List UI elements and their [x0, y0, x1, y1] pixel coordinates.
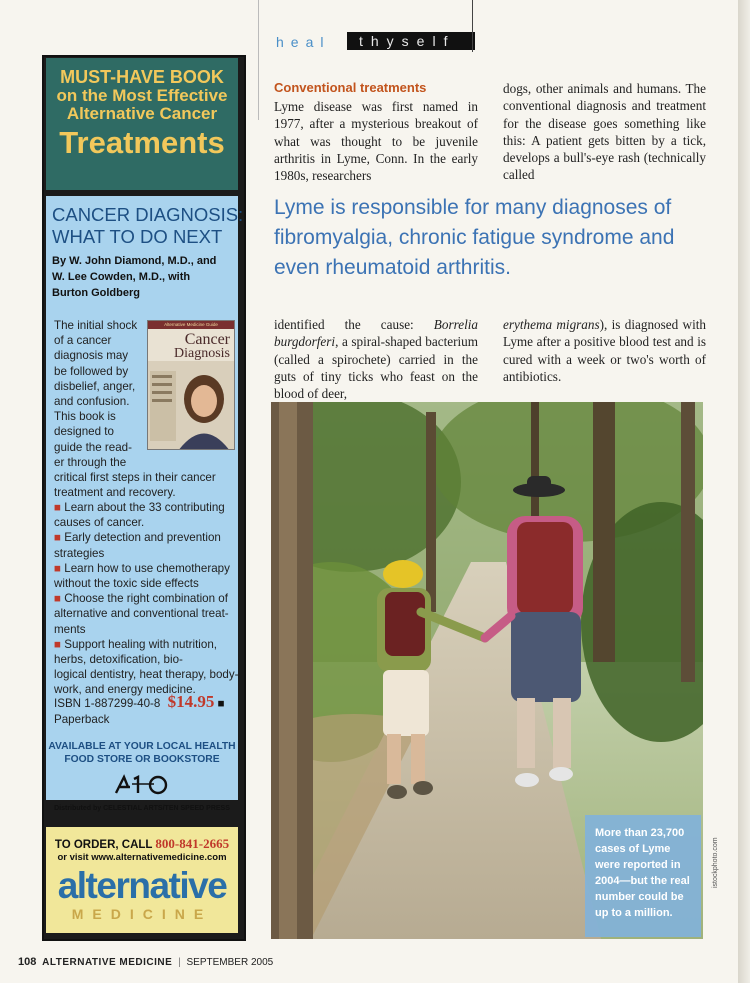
- feature-text: Early detection and prevention: [64, 531, 221, 545]
- article-column-2-bottom: [503, 316, 706, 385]
- feature-text: strategies: [54, 546, 105, 560]
- feature-item: [54, 530, 240, 560]
- article-column-1-bottom: [274, 316, 478, 402]
- ad-headline-line: MUST-HAVE BOOK: [60, 67, 224, 87]
- column-rule: [258, 0, 259, 120]
- species-name: Borrelia burgdorferi: [274, 317, 478, 350]
- feature-text: Learn about the 33 contributing: [64, 501, 225, 514]
- pull-quote: Lyme is responsible for many diagnoses of fibromyalgia, chronic fatigue syndrome and even rheumatoid arthritis.: [274, 196, 675, 279]
- intro-line: be followed by: [54, 364, 129, 378]
- book-title: [52, 204, 243, 248]
- author-line: Burton Goldberg: [52, 287, 140, 299]
- intro-line: This book is: [54, 410, 116, 424]
- feature-text: Choose the right combination of: [64, 592, 228, 606]
- feature-text: ments: [54, 622, 86, 636]
- order-phone[interactable]: 800-841-2665: [155, 836, 230, 851]
- feature-list: [54, 500, 240, 698]
- article-subhead: Conventional treatments: [274, 80, 427, 95]
- bullet-icon: ■: [54, 592, 62, 606]
- bullet-icon: ■: [54, 637, 62, 651]
- cover-series: Alternative Medicine Guide: [148, 321, 234, 329]
- feature-item: [54, 637, 240, 698]
- ad-headline-line: on the Most Effective: [56, 85, 228, 105]
- order-line: [46, 836, 238, 852]
- page-footer: [18, 956, 273, 968]
- intro-line: diagnosis may: [54, 349, 129, 363]
- intro-line: The initial shock: [54, 319, 138, 332]
- intro-line: disbelief, anger,: [54, 379, 136, 393]
- book-title-line: CANCER DIAGNOSIS:: [52, 204, 244, 225]
- cover-title: Diagnosis: [174, 346, 230, 361]
- term-name: erythema migrans: [503, 317, 600, 332]
- section-word-thyself: thyself: [347, 32, 475, 50]
- body-text: , a spiral-shaped bacterium (called a spirochete) carried in the guts of tiny ticks who feast on the blood of deer,: [274, 334, 478, 402]
- footer-magazine: ALTERNATIVE MEDICINE: [42, 957, 173, 968]
- article-column-2-top: dogs, other animals and humans. The conventional diagnosis and treatment for the disease goes something like this: A patient gets bitten by a tick, develops a bull's-eye rash (technically called: [503, 81, 706, 183]
- intro-line: designed to: [54, 425, 114, 439]
- order-website[interactable]: or visit www.alternativemedicine.com: [57, 852, 227, 863]
- cover-title: Cancer: [184, 331, 230, 348]
- author-line: By W. John Diamond, M.D., and: [52, 255, 217, 267]
- header-rule: [472, 0, 473, 52]
- availability: [46, 740, 238, 766]
- page-spine: [738, 0, 750, 983]
- availability-line: AVAILABLE AT YOUR LOCAL HEALTH: [48, 741, 236, 752]
- ad-headline-line: Alternative Cancer: [66, 103, 218, 123]
- feature-text: work, and energy medicine.: [54, 683, 196, 697]
- ad-headline-panel: [46, 58, 238, 190]
- bullet-icon: ■: [217, 697, 225, 710]
- isbn: ISBN 1-887299-40-8: [54, 697, 161, 710]
- bullet-icon: ■: [54, 561, 62, 575]
- photo-credit: istockphoto.com: [712, 837, 719, 888]
- book-intro: [54, 318, 216, 500]
- feature-item: [54, 591, 240, 637]
- book-title-line: WHAT TO DO NEXT: [52, 226, 223, 247]
- feature-text: Learn how to use chemotherapy: [64, 561, 230, 575]
- feature-item: [54, 561, 240, 591]
- intro-line: and confusion.: [54, 395, 130, 409]
- bullet-icon: ■: [54, 501, 62, 514]
- footer-divider: |: [178, 957, 181, 968]
- article-column-1-top: Lyme disease was first named in 1977, after a mysterious breakout of what was thought to be juvenile arthritis in Lyme, Conn. In the early 1980s, researchers: [274, 99, 478, 184]
- section-word-heal: heal: [276, 34, 331, 50]
- photo-caption: More than 23,700 cases of Lyme were reported in 2004—but the real number could be up to a million.: [585, 815, 701, 937]
- feature-text: logical dentistry, heat therapy, body-: [54, 668, 239, 682]
- feature-text: alternative and conventional treat-: [54, 607, 229, 621]
- order-label: TO ORDER, CALL: [54, 839, 156, 851]
- intro-line: er through the: [54, 455, 127, 469]
- body-text: identified the cause:: [274, 317, 434, 332]
- magazine-logo: alternative: [57, 865, 227, 906]
- availability-line: FOOD STORE OR BOOKSTORE: [64, 754, 220, 765]
- purchase-info: [54, 694, 225, 728]
- feature-text: without the toxic side effects: [54, 577, 199, 591]
- book-format: Paperback: [54, 713, 110, 726]
- book-authors: [52, 253, 216, 301]
- footer-date: SEPTEMBER 2005: [186, 957, 274, 968]
- page-number: 108: [18, 956, 37, 968]
- intro-line: guide the read-: [54, 440, 132, 454]
- feature-item: [54, 500, 240, 530]
- feature-text: causes of cancer.: [54, 516, 145, 530]
- section-header: [270, 32, 475, 52]
- distributor: Distributed by CELESTIAL ARTS/TEN SPEED PRESS: [54, 805, 230, 812]
- bullet-icon: ■: [54, 531, 62, 545]
- author-line: W. Lee Cowden, M.D., with: [52, 271, 191, 283]
- ad-headline-line: Treatments: [59, 124, 225, 160]
- feature-text: Support healing with nutrition,: [64, 637, 217, 651]
- price: $14.95: [167, 692, 215, 711]
- magazine-logo-sub: MEDICINE: [71, 906, 213, 922]
- intro-line: treatment and recovery.: [54, 486, 176, 500]
- feature-text: herbs, detoxification, bio-: [54, 653, 183, 667]
- intro-line: of a cancer: [54, 334, 112, 348]
- intro-line: critical first steps in their cancer: [54, 471, 216, 485]
- body-text: ), is diagnosed with Lyme after a positive blood test and is cured with a week or two's worth of antibiotics.: [503, 317, 706, 384]
- publisher-logo-icon: [112, 773, 172, 797]
